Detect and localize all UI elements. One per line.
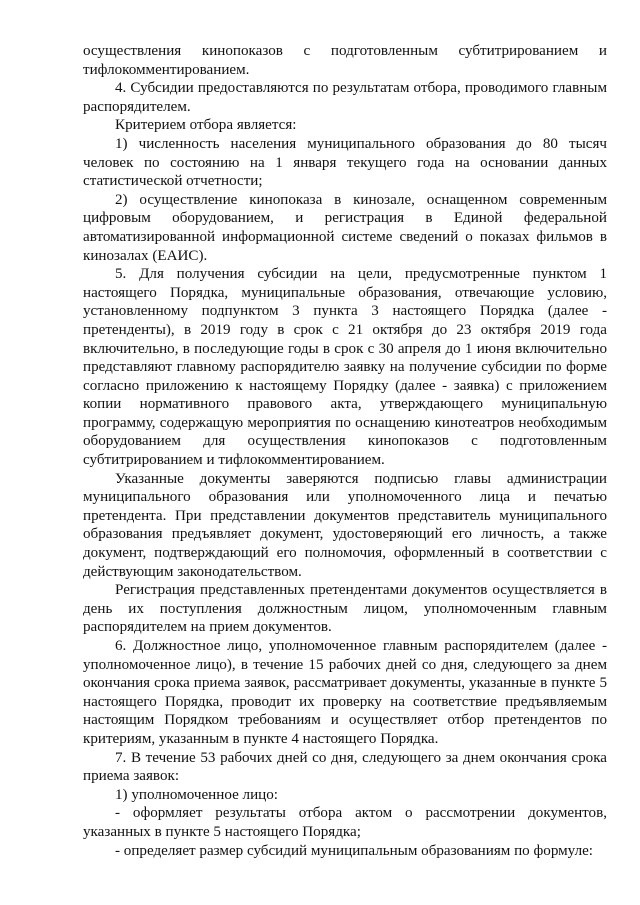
paragraph-documents-certification: Указанные документы заверяются подписью главы администрации муниципального образования или уполномоченного лица и печатью претендента. При представлении документов представитель муниципального образования предъявляет документ, удостоверяющий его личность, а также документ, подтверждающий его полномочия, оформленный в соответствии с действующим законодательством. — [83, 470, 607, 580]
paragraph-subitem-1: 1) уполномоченное лицо: — [115, 786, 278, 803]
document-page — [83, 42, 607, 860]
paragraph-item-6: 6. Должностное лицо, уполномоченное главным распорядителем (далее - уполномоченное лицо), в течение 15 рабочих дней со дня, следующего за днем окончания срока приема заявок, рассматривает документы, указанные в пункте 5 настоящего Порядка, проводит их проверку на соответствие предъявляемым настоящим Порядком требованиям и осуществляет отбор претендентов по критериям, указанным в пункте 4 настоящего Порядка. — [83, 638, 607, 747]
paragraph-criterion-2: 2) осуществление кинопоказа в кинозале, оснащенном современным цифровым оборудованием, и регистрация в Единой федеральной автоматизированной информационной системе сведений о показах фильмов в кинозалах (ЕАИС). — [83, 191, 607, 264]
paragraph-registration: Регистрация представленных претендентами документов осуществляется в день их поступления должностным лицом, уполномоченным главным распорядителем на прием документов. — [83, 582, 607, 636]
paragraph-criteria-heading: Критерием отбора является: — [115, 117, 297, 134]
paragraph-item-7: 7. В течение 53 рабочих дней со дня, следующего за днем окончания срока приема заявок: — [83, 749, 607, 785]
paragraph-item-4: 4. Субсидии предоставляются по результатам отбора, проводимого главным распорядителем. — [83, 80, 607, 115]
paragraph-bullet-results: - оформляет результаты отбора актом о рассмотрении документов, указанных в пункте 5 настоящего Порядка; — [83, 805, 607, 840]
paragraph-item-5: 5. Для получения субсидии на цели, предусмотренные пунктом 1 настоящего Порядка, муниципальные образования, отвечающие условию, установленному подпунктом 3 пункта 3 настоящего Порядка (далее - претенденты), в 2019 году в срок с 21 октября до 23 октября 2019 года включительно, в последующие годы в срок с 30 апреля до 1 июня включительно представляют главному распорядителю заявку на получение субсидии по форме согласно приложению к настоящему Порядку (далее - заявка) с приложением копии нормативного правового акта, утверждающего муниципальную программу, содержащую мероприятия по оснащению кинотеатров необходимым оборудованием для осуществления кинопоказов с подготовленным субтитрированием и тифлокомментированием. — [83, 266, 607, 469]
paragraph-bullet-formula: - определяет размер субсидий муниципальным образованиям по формуле: — [115, 842, 593, 859]
paragraph-continuation: осуществления кинопоказов с подготовленным субтитрированием и тифлокомментированием. — [83, 43, 607, 78]
paragraph-criterion-1: 1) численность населения муниципального образования до 80 тысяч человек по состоянию на 1 января текущего года на основании данных статистической отчетности; — [83, 135, 607, 190]
